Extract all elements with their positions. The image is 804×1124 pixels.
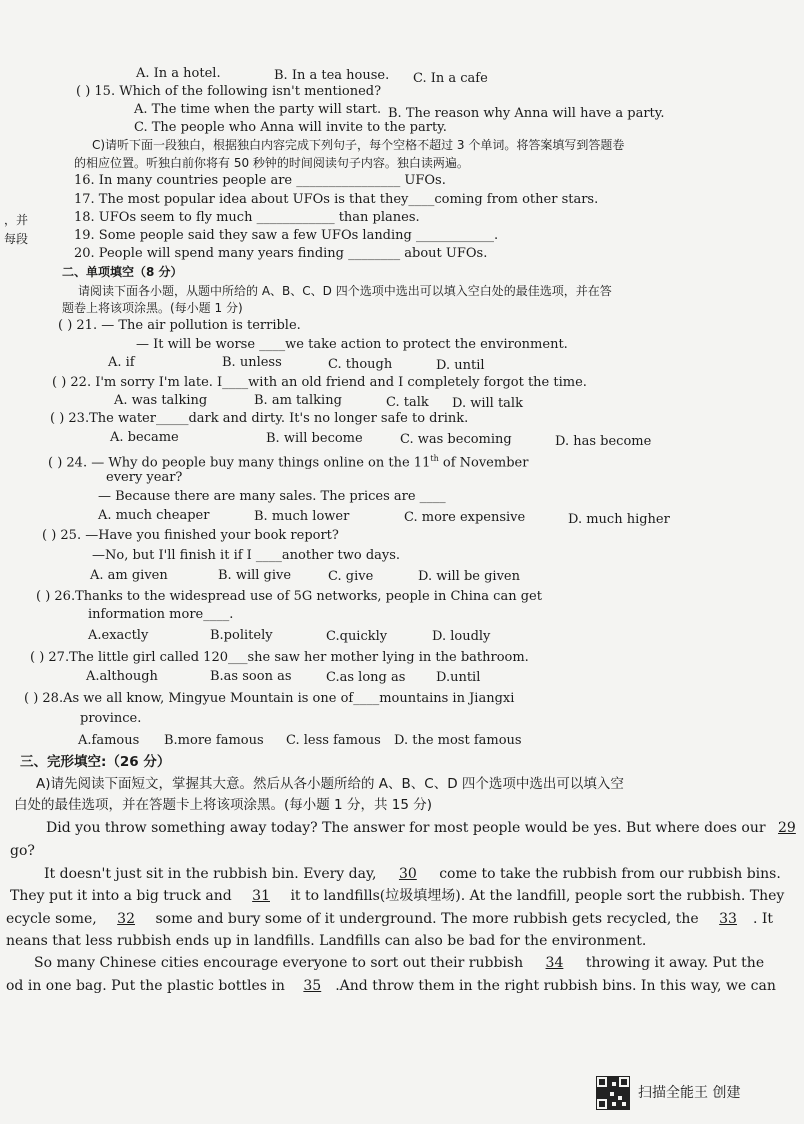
q24-option-d: D. much higher <box>568 512 670 527</box>
passage-line5 <box>6 910 773 928</box>
section3-intro-line2: 白处的最佳选项，并在答题卡上将该项涂黑。(每小题 1 分，共 15 分) <box>14 797 432 813</box>
q26-stem2: information more____. <box>88 607 234 622</box>
q15-option-c: C. The people who Anna will invite to the party. <box>134 120 447 135</box>
q25-option-c: C. give <box>328 569 374 584</box>
q14-option-c: C. In a cafe <box>413 71 488 86</box>
margin-fragment-2: 每段 <box>4 232 29 246</box>
q26-option-c: C.quickly <box>326 629 388 644</box>
q28-stem2: province. <box>80 711 142 726</box>
q27-option-b: B.as soon as <box>210 669 292 684</box>
passage-text: throwing it away. Put the <box>585 955 765 971</box>
q24-option-c: C. more expensive <box>404 510 526 525</box>
q27-stem: ( ) 27.The little girl called 120___she saw her mother lying in the bathroom. <box>30 650 529 665</box>
blank-31: 31 <box>252 888 270 904</box>
q22-option-c: C. talk <box>386 395 429 410</box>
q22-stem: ( ) 22. I'm sorry I'm late. I____with an old friend and I completely forgot the time. <box>52 375 587 390</box>
passage-line6: neans that less rubbish ends up in landfills. Landfills can also be bad for the environment. <box>6 933 647 949</box>
passage-line4 <box>10 887 784 905</box>
section2-intro-line2: 题卷上将该项涂黑。(每小题 1 分) <box>62 301 243 315</box>
q21-stem: ( ) 21. — The air pollution is terrible. <box>58 318 301 333</box>
q25-option-b: B. will give <box>218 568 292 583</box>
passage-text: .And throw them in the right rubbish bins. In this way, we can <box>335 978 776 994</box>
q24-stem3: — Because there are many sales. The prices are ____ <box>98 489 446 504</box>
q24-stem-end: of November <box>438 455 529 471</box>
blank-35: 35 <box>303 978 322 994</box>
passage-text: They put it into a big truck and <box>10 888 232 904</box>
q23-option-a: A. became <box>110 430 179 445</box>
q24-option-a: A. much cheaper <box>98 508 210 523</box>
q28-option-a: A.famous <box>78 733 140 748</box>
q25-option-d: D. will be given <box>418 569 520 584</box>
q26-option-b: B.politely <box>210 628 273 643</box>
q20: 20. People will spend many years finding ________ about UFOs. <box>74 246 488 261</box>
q25-stem: ( ) 25. —Have you finished your book report? <box>42 528 339 543</box>
q25-stem2: —No, but I'll finish it if I ____another two days. <box>92 548 401 563</box>
q23-option-b: B. will become <box>266 431 363 446</box>
blank-34: 34 <box>545 955 564 971</box>
margin-fragment-1: ，并 <box>4 213 29 227</box>
scanner-watermark: 扫描全能王 创建 <box>638 1085 741 1101</box>
blank-33: 33 <box>719 911 737 927</box>
passage-line8 <box>6 977 776 995</box>
section2-title: 二、单项填空（8 分） <box>62 265 183 279</box>
section3-intro-line1: A)请先阅读下面短文，掌握其大意。然后从各小题所给的 A、B、C、D 四个选项中选出可以填入空 <box>36 776 624 792</box>
q15-option-b: B. The reason why Anna will have a party. <box>388 106 665 121</box>
q26-option-a: A.exactly <box>88 628 149 643</box>
q27-option-d: D.until <box>436 670 481 685</box>
q28-option-d: D. the most famous <box>394 733 522 748</box>
q18: 18. UFOs seem to fly much ____________ than planes. <box>74 210 420 225</box>
q21-option-c: C. though <box>328 357 393 372</box>
passage-text: ecycle some, <box>6 911 97 927</box>
blank-30: 30 <box>398 866 417 882</box>
q23-stem: ( ) 23.The water_____dark and dirty. It's no longer safe to drink. <box>50 411 469 426</box>
passage-text: come to take the rubbish from our rubbish bins. <box>439 866 781 882</box>
q27-option-c: C.as long as <box>326 670 406 685</box>
q15-stem: ( ) 15. Which of the following isn't mentioned? <box>76 84 382 99</box>
passage-line7 <box>34 954 764 972</box>
passage-text: It doesn't just sit in the rubbish bin. Every day, <box>44 866 377 882</box>
q19: 19. Some people said they saw a few UFOs landing ____________. <box>74 228 499 243</box>
q22-option-a: A. was talking <box>114 393 208 408</box>
q25-option-a: A. am given <box>90 568 168 583</box>
passage-text: Did you throw something away today? The answer for most people would be yes. But where does our <box>46 820 766 836</box>
passage-text: it to landfills(垃圾填埋场). At the landfill, people sort the rubbish. They <box>290 888 785 904</box>
q24-option-b: B. much lower <box>254 509 350 524</box>
q24-stem2: every year? <box>106 470 183 485</box>
q21-option-d: D. until <box>436 358 485 373</box>
q22-option-b: B. am talking <box>254 393 342 408</box>
q21-option-b: B. unless <box>222 355 282 370</box>
passage-line1 <box>46 819 804 837</box>
passage-line3 <box>44 865 781 883</box>
q16: 16. In many countries people are ________________ UFOs. <box>74 173 446 188</box>
q14-option-a: A. In a hotel. <box>136 66 221 81</box>
qr-code-icon <box>596 1076 630 1110</box>
q26-stem: ( ) 26.Thanks to the widespread use of 5G networks, people in China can get <box>36 589 542 604</box>
passage-text: some and bury some of it underground. The more rubbish gets recycled, the <box>155 911 699 927</box>
q28-option-c: C. less famous <box>286 733 381 748</box>
q21-option-a: A. if <box>108 355 135 370</box>
blank-32: 32 <box>117 911 135 927</box>
blank-29: 29 <box>778 820 796 836</box>
section2-intro-line1: 请阅读下面各小题，从题中所给的 A、B、C、D 四个选项中选出可以填入空白处的最佳选项，并在答 <box>78 284 612 298</box>
partc-intro-line2: 的相应位置。听独白前你将有 50 秒钟的时间阅读句子内容。独白读两遍。 <box>74 156 469 170</box>
q26-option-d: D. loudly <box>432 629 491 644</box>
partc-intro-line1: C)请听下面一段独白，根据独白内容完成下列句子，每个空格不超过 3 个单词。将答案填写到答题卷 <box>92 138 625 152</box>
q17: 17. The most popular idea about UFOs is that they____coming from other stars. <box>74 192 599 207</box>
q21-stem2: — It will be worse ____we take action to protect the environment. <box>136 337 568 352</box>
section3-title: 三、完形填空:（26 分） <box>20 754 171 770</box>
passage-line2: go? <box>10 843 35 859</box>
q22-option-d: D. will talk <box>452 396 523 411</box>
q24-stem-text: ( ) 24. — Why do people buy many things online on the 11 <box>48 455 431 471</box>
q15-option-a: A. The time when the party will start. <box>134 102 382 117</box>
passage-text: . It <box>752 911 774 927</box>
q28-option-b: B.more famous <box>164 733 264 748</box>
q28-stem: ( ) 28.As we all know, Mingyue Mountain is one of____mountains in Jiangxi <box>24 691 515 706</box>
q24-stem-sup: th <box>430 454 439 463</box>
passage-text: So many Chinese cities encourage everyone to sort out their rubbish <box>34 955 524 971</box>
passage-text: od in one bag. Put the plastic bottles in <box>6 978 285 994</box>
q27-option-a: A.although <box>86 669 158 684</box>
q23-option-d: D. has become <box>555 434 652 449</box>
q14-option-b: B. In a tea house. <box>274 68 390 83</box>
q23-option-c: C. was becoming <box>400 432 512 447</box>
q24-stem <box>48 451 528 471</box>
